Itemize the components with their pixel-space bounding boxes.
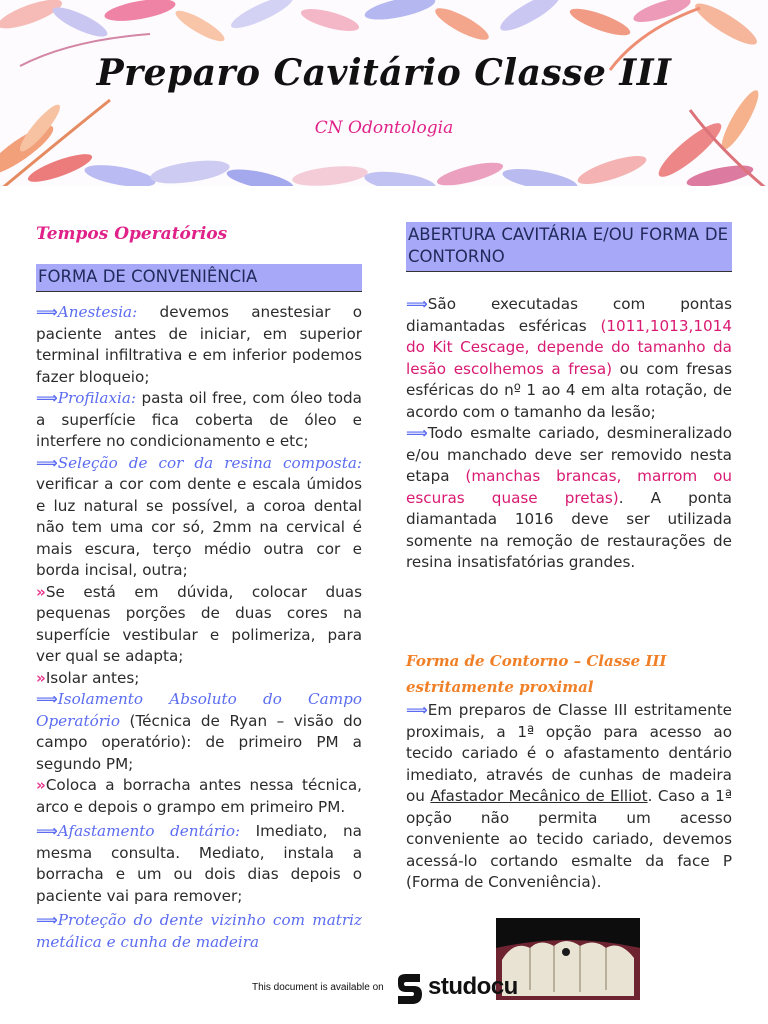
heading-forma-contorno: Forma de Contorno – Classe III estritamente proximal	[406, 652, 667, 696]
text-p2-a: Todo esmalte cariado, desmineralizado e/ou manchado deve ser removido nesta etapa	[406, 424, 732, 485]
paragraph-abertura-2	[406, 423, 732, 574]
paragraph-profilaxia	[36, 388, 362, 453]
text-p2-b: . A ponta diamantada 1016 deve ser utilizada somente na remoção de restaurações de resina insatisfatórias grandes.	[406, 488, 732, 571]
studocu-logo-icon	[392, 972, 426, 1006]
text-selecao-bullet2: Isolar antes;	[45, 668, 140, 687]
paragraph-abertura-1	[406, 294, 732, 423]
section-box-abertura: ABERTURA CAVITÁRIA E/OU FORMA DE CONTORNO	[406, 222, 732, 272]
text-p3-a: Em preparos de Classe III estritamente proximais, a 1ª opção para acesso ao tecido cariado é o afastamento dentário imediato, através de cunhas de madeira ou	[406, 701, 732, 805]
right-column-text-top	[406, 294, 732, 574]
bullet-isolamento	[36, 775, 362, 818]
paragraph-protecao	[36, 910, 362, 953]
bullet-icon: »	[36, 776, 46, 794]
bullet-selecao-2	[36, 668, 362, 690]
page-title: Preparo Cavitário Classe III	[96, 52, 672, 94]
studocu-logo-text: studocu	[428, 973, 518, 1000]
paragraph-isolamento	[36, 689, 362, 775]
header-banner	[0, 0, 768, 196]
paragraph-anestesia	[36, 302, 362, 388]
arrow-icon: ⟹	[36, 303, 58, 321]
leaf-decoration-icon	[0, 0, 768, 196]
text-afastamento: Imediato, na mesma consulta. Mediato, instala a borracha e um ou dois dias depois o paciente vai para remover;	[36, 822, 362, 905]
bullet-icon: »	[36, 582, 46, 601]
section-heading-tempos: Tempos Operatórios	[36, 224, 228, 244]
arrow-icon: ⟹	[36, 453, 58, 472]
section-box-conveniencia: FORMA DE CONVENIÊNCIA	[36, 264, 362, 292]
text-profilaxia: pasta oil free, com óleo toda a superfície fica coberta de óleo e interfere no condicionamento e etc;	[36, 389, 362, 450]
right-column-text-bottom	[406, 700, 732, 894]
text-anestesia: devemos anestesiar o paciente antes de iniciar, em superior terminal infiltrativa e em inferior podemos fazer bloqueio;	[36, 303, 362, 386]
arrow-icon: ⟹	[406, 424, 428, 442]
page-subtitle: CN Odontologia	[314, 118, 454, 138]
text-selecao-cor: verificar a cor com dente e escala úmidos e luz natural se possível, a coroa dental não tem uma cor só, 2mm na cervical é mais escura, terço médio outra cor e borda incisal, outra;	[36, 475, 362, 579]
left-column-text	[36, 302, 362, 953]
text-p3-b: . Caso a 1ª opção não permita um acesso conveniente ao tecido cariado, devemos acessá-lo cortando esmalte da face P (Forma de Conveniência).	[406, 787, 732, 891]
text-selecao-bullet1: Se está em dúvida, colocar duas pequenas porções de duas cores na superfície vestibular e polimeriza, para ver qual se adapta;	[36, 582, 362, 665]
text-p1-a: São executadas com pontas diamantadas esféricas	[406, 295, 732, 335]
text-p3-underline: Afastador Mecânico de Elliot	[430, 787, 648, 805]
arrow-icon: ⟹	[36, 389, 58, 407]
text-isolamento: (Técnica de Ryan – visão do campo operatório): de primeiro PM a segundo PM;	[36, 711, 362, 773]
arrow-icon: ⟹	[406, 701, 428, 719]
paragraph-selecao-cor	[36, 453, 362, 582]
label-protecao: Proteção do dente vizinho com matriz metálica e cunha de madeira	[36, 911, 362, 951]
arrow-icon: ⟹	[36, 690, 58, 708]
studocu-logo[interactable]	[392, 972, 532, 1006]
text-p1-pink: (1011,1013,1014 do Kit Cescage, depende do tamanho da lesão escolhemos a fresa)	[406, 316, 732, 378]
label-profilaxia: Profilaxia:	[57, 389, 137, 407]
label-selecao-cor: Seleção de cor da resina composta:	[57, 453, 362, 472]
availability-note: This document is available on	[252, 982, 384, 993]
arrow-icon: ⟹	[36, 911, 58, 929]
label-afastamento: Afastamento dentário:	[57, 822, 241, 840]
paragraph-afastamento	[36, 821, 362, 907]
label-isolamento: Isolamento Absoluto do Campo Operatório	[36, 690, 362, 730]
paragraph-contorno	[406, 700, 732, 894]
text-p2-pink: (manchas brancas, marrom ou escuras quase pretas)	[406, 467, 732, 507]
arrow-icon: ⟹	[406, 295, 428, 313]
bullet-icon: »	[36, 668, 46, 687]
bullet-selecao-1	[36, 582, 362, 668]
arrow-icon: ⟹	[36, 822, 58, 840]
text-p1-b: ou com fresas esféricas do nº 1 ao 4 em alta rotação, de acordo com o tamanho da lesão;	[406, 359, 732, 421]
label-anestesia: Anestesia:	[57, 303, 138, 321]
text-isolamento-bullet: Coloca a borracha antes nessa técnica, arco e depois o grampo em primeiro PM.	[36, 776, 362, 816]
